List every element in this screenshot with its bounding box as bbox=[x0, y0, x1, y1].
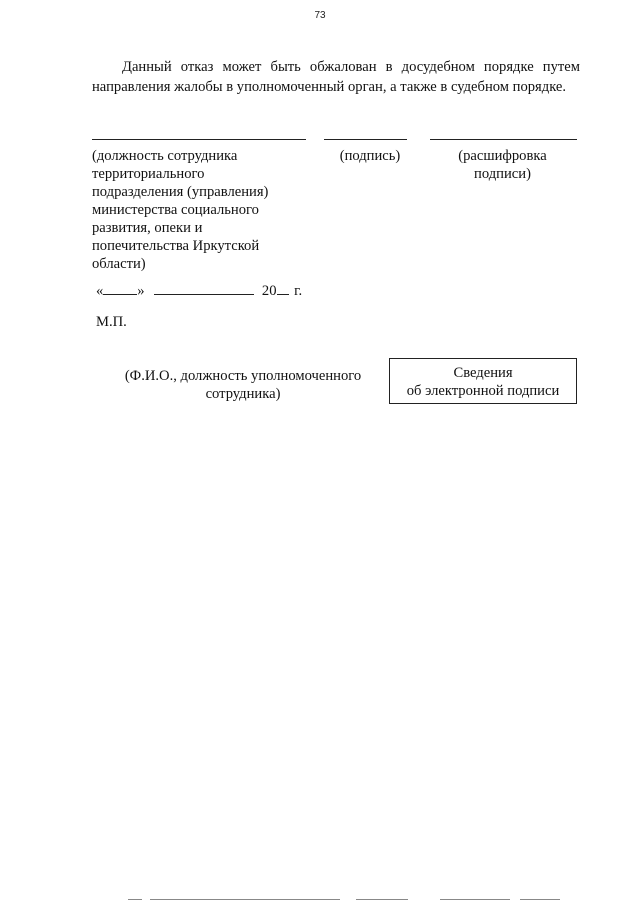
decoding-caption: (расшифровка подписи) bbox=[458, 148, 547, 182]
decoding-signature-line bbox=[430, 139, 577, 140]
position-caption: (должность сотрудника территориального подразделения (управления) министерства социального развития, опеки и попечительства Иркутской области) bbox=[92, 148, 269, 272]
signature-line bbox=[324, 139, 407, 140]
scan-mark bbox=[440, 899, 510, 900]
date-line bbox=[96, 282, 302, 300]
scan-mark bbox=[520, 899, 560, 900]
position-signature-line bbox=[92, 139, 306, 140]
scan-mark bbox=[150, 899, 340, 900]
esig-line-1: Сведения bbox=[453, 365, 513, 381]
stamp-label: М.П. bbox=[96, 314, 127, 330]
scan-mark bbox=[356, 899, 408, 900]
page-number: 73 bbox=[314, 10, 326, 21]
esig-line-2: об электронной подписи bbox=[406, 383, 560, 399]
year-blank bbox=[277, 282, 289, 295]
signature-caption: (подпись) bbox=[339, 148, 401, 164]
official-caption: (Ф.И.О., должность уполномоченного сотрудника) bbox=[124, 368, 362, 402]
month-blank bbox=[154, 282, 254, 295]
appeal-notice: Данный отказ может быть обжалован в досудебном порядке путем направления жалобы в уполномоченный орган, а также в судебном порядке. bbox=[92, 59, 580, 95]
year-suffix: г. bbox=[294, 283, 303, 299]
electronic-signature-box bbox=[389, 358, 577, 404]
date-close-quote: » bbox=[137, 283, 145, 299]
date-open-quote: « bbox=[96, 283, 104, 299]
day-blank bbox=[103, 282, 137, 295]
scan-mark bbox=[128, 899, 142, 900]
year-prefix: 20 bbox=[261, 283, 277, 299]
